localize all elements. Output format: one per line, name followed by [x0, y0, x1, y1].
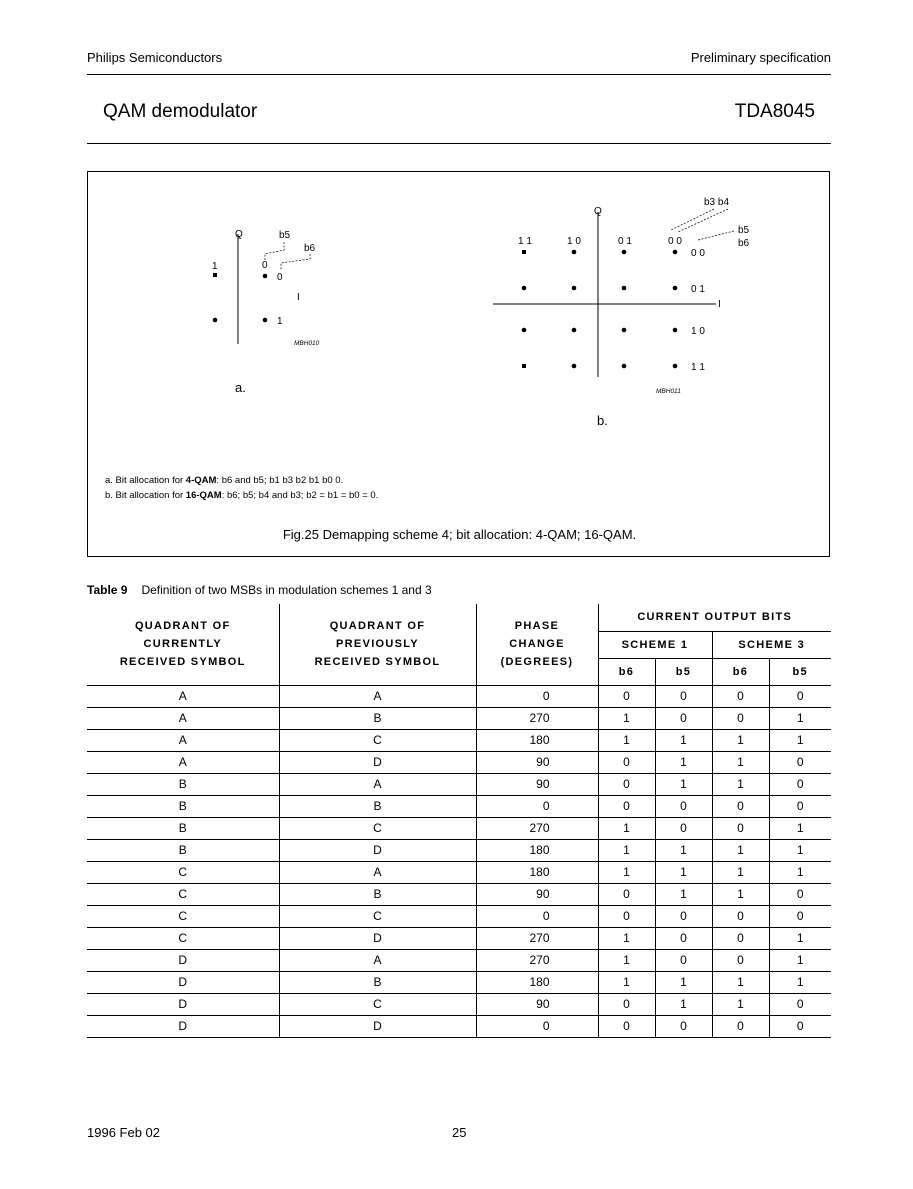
cell-phase-change: 0	[476, 1015, 598, 1037]
table-title	[87, 583, 432, 597]
cell-scheme3-b5: 1	[769, 839, 831, 861]
fig-b-b6-label: b6	[738, 238, 750, 249]
fig-b-leader	[678, 209, 728, 232]
fig-b-point	[522, 250, 526, 254]
fig-b-right-label: 1 1	[691, 362, 705, 373]
cell-scheme3-b5: 0	[769, 993, 831, 1015]
header-rule-bottom	[87, 143, 831, 144]
cell-scheme1-b5: 0	[655, 927, 712, 949]
figure-caption: Fig.25 Demapping scheme 4; bit allocation: 4-QAM; 16-QAM.	[282, 527, 637, 542]
header-scheme-1: SCHEME 1	[598, 631, 712, 658]
fig-b-point	[673, 286, 678, 291]
cell-scheme1-b6: 1	[598, 927, 655, 949]
cell-scheme3-b5: 1	[769, 861, 831, 883]
cell-previous-quadrant: C	[279, 905, 476, 927]
cell-scheme3-b6: 0	[712, 707, 769, 729]
fig-b-point	[673, 250, 678, 255]
cell-scheme3-b6: 0	[712, 817, 769, 839]
cell-scheme1-b5: 1	[655, 971, 712, 993]
page-number: 25	[452, 1125, 467, 1140]
cell-phase-change: 180	[476, 861, 598, 883]
table-row	[87, 795, 831, 817]
table-body	[87, 685, 831, 1037]
cell-scheme3-b5: 0	[769, 1015, 831, 1037]
fig-b-sublabel: b.	[597, 413, 608, 428]
page-title: QAM demodulator	[103, 101, 258, 122]
cell-scheme3-b6: 1	[712, 971, 769, 993]
cell-scheme1-b5: 0	[655, 817, 712, 839]
fig-b-16qam	[493, 197, 750, 428]
header-previous-quadrant: QUADRANT OF PREVIOUSLY RECEIVED SYMBOL	[279, 604, 476, 685]
fig-b-b5-label: b5	[738, 225, 750, 236]
cell-current-quadrant: C	[87, 905, 279, 927]
cell-previous-quadrant: D	[279, 839, 476, 861]
cell-scheme3-b5: 1	[769, 971, 831, 993]
cell-previous-quadrant: A	[279, 861, 476, 883]
cell-previous-quadrant: A	[279, 685, 476, 707]
cell-scheme1-b6: 1	[598, 817, 655, 839]
part-number: TDA8045	[734, 101, 815, 122]
cell-scheme1-b6: 1	[598, 971, 655, 993]
cell-phase-change: 90	[476, 883, 598, 905]
cell-current-quadrant: A	[87, 751, 279, 773]
cell-scheme1-b5: 0	[655, 685, 712, 707]
cell-current-quadrant: B	[87, 839, 279, 861]
table-row	[87, 905, 831, 927]
cell-scheme1-b5: 0	[655, 1015, 712, 1037]
cell-previous-quadrant: D	[279, 1015, 476, 1037]
fig-b-point	[572, 250, 577, 255]
cell-scheme1-b5: 1	[655, 751, 712, 773]
cell-scheme3-b5: 1	[769, 707, 831, 729]
figure-note-a: a. Bit allocation for 4-QAM: b6 and b5; b1 b3 b2 b1 b0 0.	[105, 475, 344, 486]
fig-a-top-val-2: 0	[277, 272, 283, 283]
cell-previous-quadrant: D	[279, 751, 476, 773]
cell-scheme1-b6: 1	[598, 861, 655, 883]
cell-scheme1-b5: 0	[655, 949, 712, 971]
fig-b-right-label: 0 0	[691, 248, 705, 259]
cell-phase-change: 270	[476, 817, 598, 839]
fig-b-right-label: 1 0	[691, 326, 705, 337]
cell-current-quadrant: D	[87, 949, 279, 971]
figure-box	[87, 171, 830, 557]
cell-scheme1-b6: 1	[598, 729, 655, 751]
fig-b-ref-code: MBH011	[656, 388, 681, 395]
cell-phase-change: 0	[476, 685, 598, 707]
fig-a-point	[213, 273, 217, 277]
table-row	[87, 1015, 831, 1037]
cell-previous-quadrant: A	[279, 773, 476, 795]
cell-scheme1-b6: 1	[598, 839, 655, 861]
header-bit: b5	[655, 658, 712, 685]
fig-a-4qam	[212, 229, 320, 395]
cell-phase-change: 90	[476, 993, 598, 1015]
fig-b-point	[622, 328, 627, 333]
cell-previous-quadrant: C	[279, 993, 476, 1015]
fig-a-bottom-val: 1	[277, 316, 283, 327]
fig-b-top-label: 0 1	[618, 236, 632, 247]
company-name: Philips Semiconductors	[87, 50, 223, 65]
cell-scheme3-b6: 0	[712, 795, 769, 817]
table-row	[87, 861, 831, 883]
cell-phase-change: 270	[476, 949, 598, 971]
cell-scheme3-b6: 0	[712, 1015, 769, 1037]
cell-scheme3-b5: 0	[769, 773, 831, 795]
fig-b-leader	[671, 209, 714, 230]
cell-scheme1-b5: 0	[655, 905, 712, 927]
cell-scheme1-b5: 1	[655, 883, 712, 905]
cell-current-quadrant: C	[87, 883, 279, 905]
cell-scheme1-b6: 0	[598, 685, 655, 707]
fig-b-point	[522, 286, 527, 291]
cell-scheme3-b5: 0	[769, 883, 831, 905]
cell-scheme3-b6: 0	[712, 685, 769, 707]
fig-b-point	[622, 364, 627, 369]
fig-b-top-label: 0 0	[668, 236, 682, 247]
fig-b-point	[572, 286, 577, 291]
cell-scheme1-b6: 0	[598, 773, 655, 795]
fig-a-sublabel: a.	[235, 380, 246, 395]
fig-b-i-label: I	[718, 299, 721, 310]
fig-a-i-label: I	[297, 292, 300, 303]
cell-scheme3-b6: 1	[712, 861, 769, 883]
cell-phase-change: 180	[476, 971, 598, 993]
cell-scheme3-b6: 0	[712, 949, 769, 971]
fig-a-top-val-1: 0	[262, 260, 268, 271]
fig-b-b3b4-label: b3 b4	[704, 197, 730, 208]
cell-phase-change: 180	[476, 839, 598, 861]
figure-note-b: b. Bit allocation for 16-QAM: b6; b5; b4 and b3; b2 = b1 = b0 = 0.	[105, 490, 379, 501]
cell-scheme3-b5: 1	[769, 927, 831, 949]
cell-current-quadrant: D	[87, 1015, 279, 1037]
cell-current-quadrant: B	[87, 817, 279, 839]
cell-scheme1-b5: 1	[655, 773, 712, 795]
cell-scheme1-b6: 0	[598, 905, 655, 927]
cell-previous-quadrant: C	[279, 817, 476, 839]
table-row	[87, 817, 831, 839]
footer-date: 1996 Feb 02	[87, 1125, 161, 1140]
cell-scheme3-b6: 1	[712, 839, 769, 861]
fig-b-top-label: 1 0	[567, 236, 581, 247]
header-current-quadrant: QUADRANT OF CURRENTLY RECEIVED SYMBOL	[87, 604, 279, 685]
cell-scheme3-b6: 1	[712, 751, 769, 773]
cell-previous-quadrant: A	[279, 949, 476, 971]
cell-scheme3-b6: 1	[712, 729, 769, 751]
cell-phase-change: 0	[476, 905, 598, 927]
cell-scheme3-b5: 0	[769, 685, 831, 707]
cell-previous-quadrant: B	[279, 707, 476, 729]
cell-current-quadrant: D	[87, 971, 279, 993]
table-caption: Definition of two MSBs in modulation schemes 1 and 3	[141, 583, 432, 597]
cell-current-quadrant: D	[87, 993, 279, 1015]
cell-scheme3-b6: 1	[712, 883, 769, 905]
table-row	[87, 949, 831, 971]
cell-scheme3-b5: 0	[769, 905, 831, 927]
header-output-bits: CURRENT OUTPUT BITS	[598, 604, 831, 631]
cell-current-quadrant: C	[87, 927, 279, 949]
fig-b-right-label: 0 1	[691, 284, 705, 295]
cell-scheme1-b5: 0	[655, 795, 712, 817]
cell-scheme1-b5: 1	[655, 993, 712, 1015]
cell-phase-change: 270	[476, 927, 598, 949]
cell-previous-quadrant: B	[279, 971, 476, 993]
table-row	[87, 927, 831, 949]
cell-scheme3-b6: 1	[712, 773, 769, 795]
fig-b-point	[673, 364, 678, 369]
header-scheme-3: SCHEME 3	[712, 631, 831, 658]
fig-a-left-label: 1	[212, 261, 218, 272]
table-row	[87, 971, 831, 993]
fig-b-leader	[698, 231, 734, 240]
cell-previous-quadrant: D	[279, 927, 476, 949]
cell-scheme3-b5: 1	[769, 729, 831, 751]
fig-b-top-label: 1 1	[518, 236, 532, 247]
cell-scheme1-b6: 1	[598, 707, 655, 729]
fig-a-b5-label: b5	[279, 230, 291, 241]
cell-scheme1-b6: 0	[598, 1015, 655, 1037]
cell-current-quadrant: A	[87, 729, 279, 751]
cell-phase-change: 180	[476, 729, 598, 751]
header-bit: b6	[712, 658, 769, 685]
cell-scheme3-b5: 1	[769, 817, 831, 839]
cell-phase-change: 270	[476, 707, 598, 729]
fig-a-point	[263, 274, 268, 279]
fig-b-point	[673, 328, 678, 333]
table-row	[87, 839, 831, 861]
cell-scheme3-b6: 1	[712, 993, 769, 1015]
table-row	[87, 883, 831, 905]
header-bit: b5	[769, 658, 831, 685]
fig-b-point	[572, 328, 577, 333]
cell-scheme1-b5: 0	[655, 707, 712, 729]
cell-phase-change: 90	[476, 751, 598, 773]
cell-scheme1-b5: 1	[655, 839, 712, 861]
header-rule-top	[87, 74, 831, 75]
fig-a-ref-code: MBH010	[294, 340, 320, 347]
fig-b-point	[622, 286, 627, 291]
cell-current-quadrant: C	[87, 861, 279, 883]
fig-a-point	[263, 318, 268, 323]
cell-previous-quadrant: B	[279, 795, 476, 817]
cell-previous-quadrant: B	[279, 883, 476, 905]
cell-current-quadrant: B	[87, 773, 279, 795]
cell-scheme1-b5: 1	[655, 861, 712, 883]
document-status: Preliminary specification	[690, 50, 831, 65]
cell-scheme3-b6: 0	[712, 905, 769, 927]
fig-a-b6-label: b6	[304, 243, 316, 254]
fig-a-point	[213, 318, 218, 323]
cell-scheme3-b5: 0	[769, 795, 831, 817]
cell-phase-change: 0	[476, 795, 598, 817]
fig-b-point	[622, 250, 627, 255]
cell-scheme3-b5: 1	[769, 949, 831, 971]
fig-b-q-label: Q	[594, 206, 602, 217]
header-bit: b6	[598, 658, 655, 685]
cell-scheme1-b6: 0	[598, 795, 655, 817]
cell-current-quadrant: A	[87, 685, 279, 707]
cell-phase-change: 90	[476, 773, 598, 795]
cell-previous-quadrant: C	[279, 729, 476, 751]
cell-scheme1-b6: 0	[598, 993, 655, 1015]
header-phase-change: PHASE CHANGE (DEGREES)	[476, 604, 598, 685]
cell-scheme1-b6: 0	[598, 883, 655, 905]
fig-b-point	[522, 328, 527, 333]
cell-current-quadrant: A	[87, 707, 279, 729]
table-row	[87, 773, 831, 795]
fig-b-point	[572, 364, 577, 369]
fig-a-q-label: Q	[235, 229, 243, 240]
cell-current-quadrant: B	[87, 795, 279, 817]
fig-a-b6-leader	[281, 254, 310, 270]
table-label: Table 9	[87, 583, 128, 597]
cell-scheme1-b6: 1	[598, 949, 655, 971]
table-row	[87, 685, 831, 707]
table-row	[87, 993, 831, 1015]
table-row	[87, 751, 831, 773]
msb-definition-table	[87, 604, 831, 1038]
table-row	[87, 729, 831, 751]
fig-b-point	[522, 364, 526, 368]
fig-a-b5-leader	[265, 242, 284, 260]
cell-scheme3-b6: 0	[712, 927, 769, 949]
table-row	[87, 707, 831, 729]
cell-scheme1-b6: 0	[598, 751, 655, 773]
cell-scheme1-b5: 1	[655, 729, 712, 751]
cell-scheme3-b5: 0	[769, 751, 831, 773]
